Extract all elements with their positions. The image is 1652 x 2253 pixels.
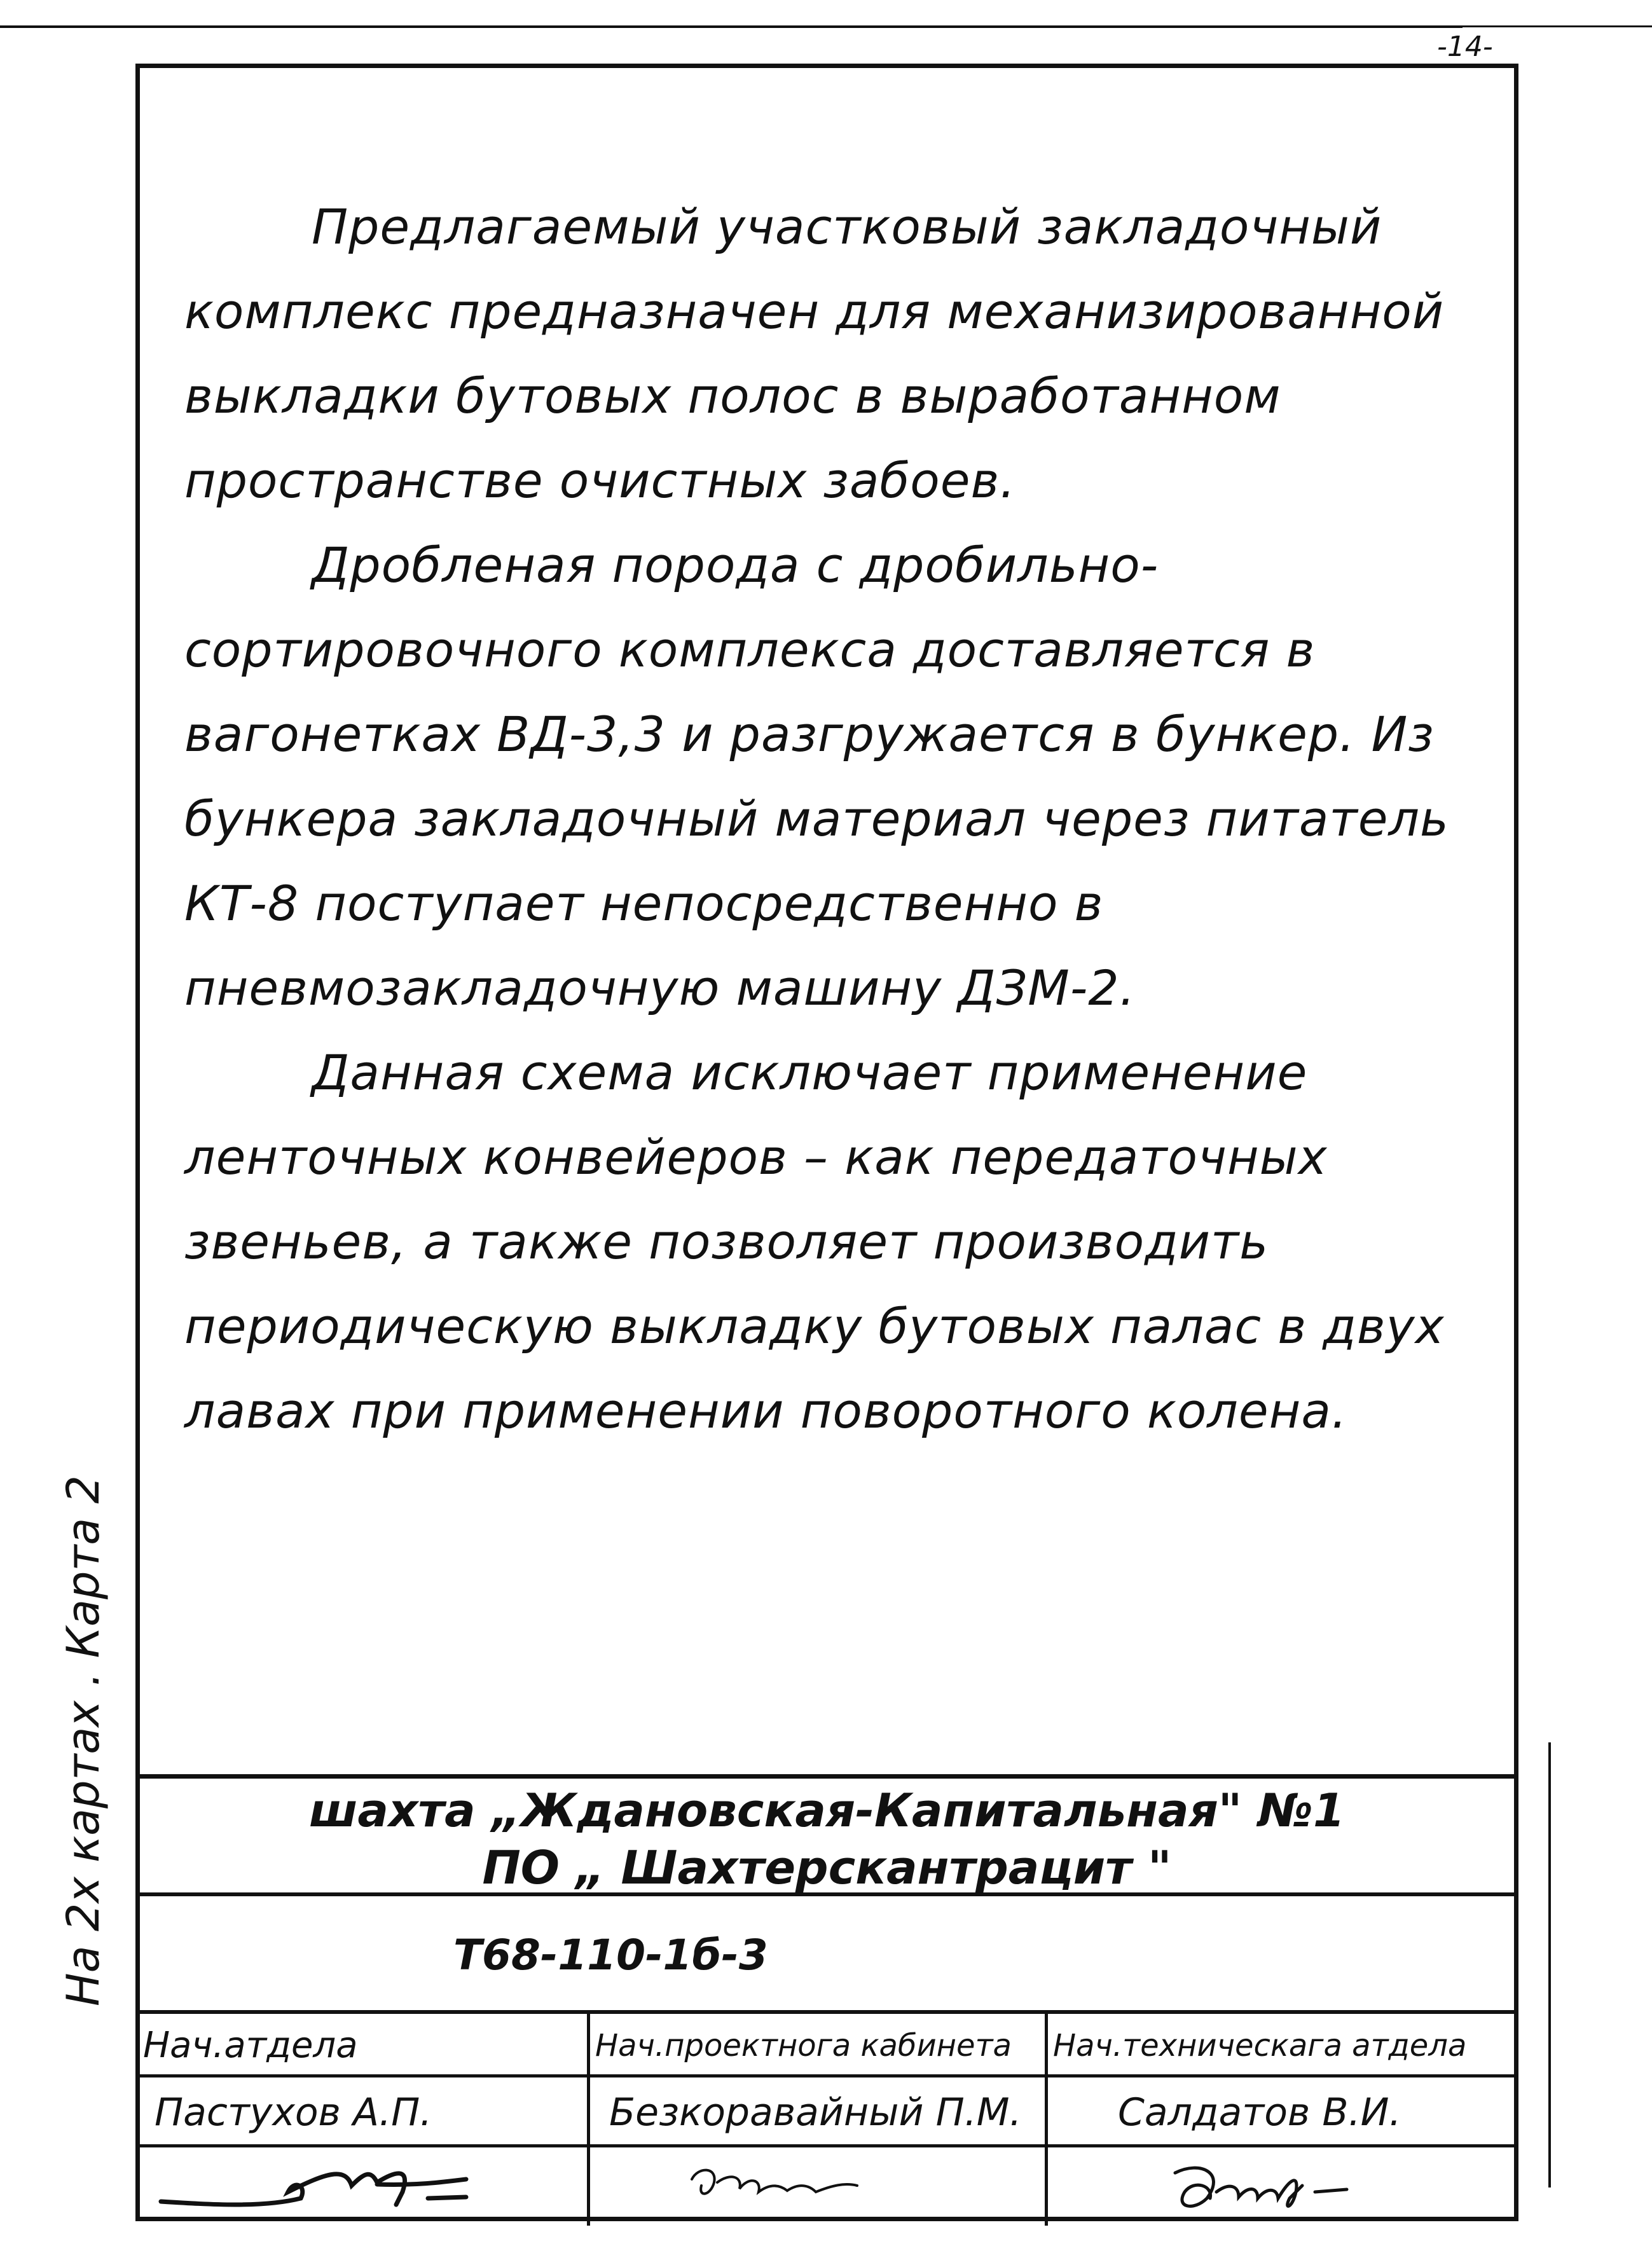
- signature-column: [590, 2014, 1048, 2226]
- role-label: Нач.техническага атдела: [1048, 2014, 1518, 2077]
- paragraph: Предлагаемый участковый закладочный комплекс предназначен для механизированной выкладки бутовых полос в выработанном пространстве очистных забоев.: [184, 198, 1445, 509]
- person-name: Безкоравайный П.М.: [590, 2077, 1045, 2147]
- top-border-line-right: [1463, 25, 1652, 27]
- signatures-table: [135, 2014, 1518, 2226]
- body-text: [184, 184, 1482, 1453]
- person-name: Салдатов В.И.: [1048, 2077, 1518, 2147]
- signature-column: [135, 2014, 590, 2226]
- mine-name: шахта „Ждановская-Капитальная" №1: [308, 1784, 1346, 1837]
- margin-line: [1548, 1742, 1551, 2188]
- paragraph: Данная схема исключает применение ленточных конвейеров – как передаточных звеньев, а также позволяет производить периодическую выкладку бутовых палас в двух лавах при применении поворотного колена.: [184, 1044, 1445, 1439]
- person-name: Пастухов А.П.: [135, 2077, 587, 2147]
- signature: [135, 2147, 587, 2226]
- signature: [1048, 2147, 1518, 2226]
- page-number: -14-: [1437, 31, 1493, 63]
- association-name: ПО „ Шахтерскантрацит ": [482, 1841, 1172, 1894]
- signature: [590, 2147, 1045, 2226]
- side-note: На 2х картах . Карта 2: [57, 1475, 109, 2006]
- top-border-line: [0, 25, 1463, 28]
- title-block: [135, 1774, 1518, 2221]
- paragraph: Дробленая порода с дробильно-сортировочного комплекса доставляется в вагонетках ВД-3,3 и разгружается в бункер. Из бункера закладочный материал через питатель КТ-8 поступает непосредственно в пневмозакладочную машину ДЗМ-2.: [184, 537, 1449, 1016]
- role-label: Нач.проектнога кабинета: [590, 2014, 1045, 2077]
- signature-column: [1048, 2014, 1518, 2226]
- organization: [135, 1779, 1518, 1896]
- role-label: Нач.атдела: [135, 2014, 587, 2077]
- document-code: Т68-110-1б-3: [135, 1896, 1518, 2014]
